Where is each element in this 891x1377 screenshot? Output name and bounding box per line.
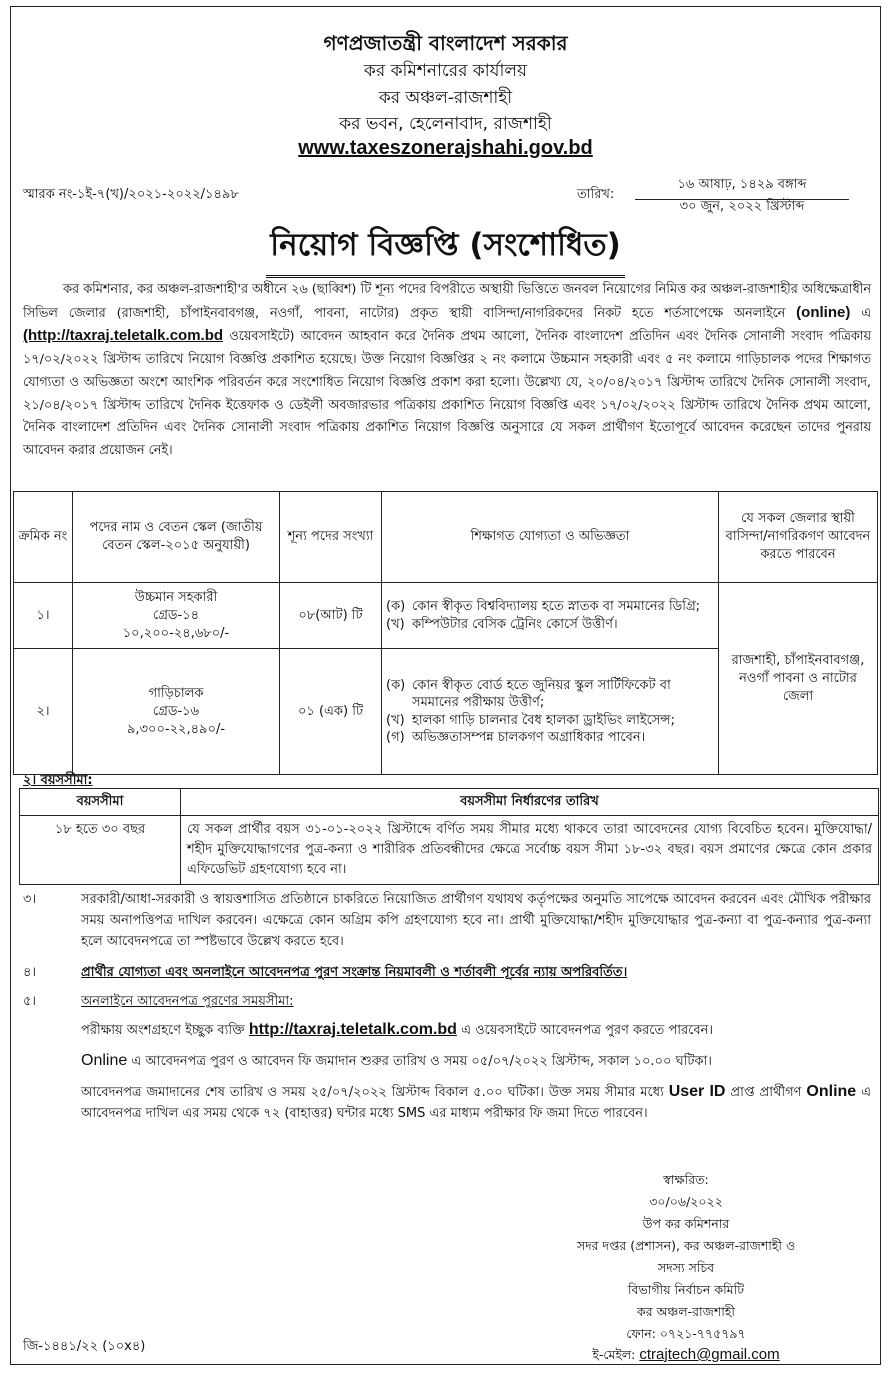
p3-online: Online — [806, 1083, 857, 1100]
age-range: ১৮ হতে ৩০ বছর — [20, 816, 181, 885]
age-table — [19, 788, 879, 885]
date-bangla: ১৬ আষাঢ়, ১৪২৯ বঙ্গাব্দ — [635, 175, 849, 200]
sig-email-line — [521, 1346, 851, 1367]
intro-online: (online) — [796, 303, 851, 321]
intro-text-2: এ — [861, 305, 871, 321]
qual-item: (খ) কম্পিউটার বেসিক ট্রেনিং কোর্সে উত্তীর্ণ। — [386, 616, 618, 632]
memo-number: স্মারক নং-১ই-৭(খ)/২০২১-২০২২/১৪৯৮ — [23, 187, 239, 202]
age-col-range: বয়সসীমা — [20, 789, 181, 816]
sig-email[interactable]: ctrajtech@gmail.com — [639, 1346, 780, 1363]
section-5-para-3 — [81, 1081, 871, 1124]
p3-text-c: এ আবেদনপত্র দাখিল এর সময় থেকে ৭২ (বাহাত্তর) ঘন্টার মধ্যে SMS এর মাধ্যম পরীক্ষার ফি জমা দিতে পারবেন। — [81, 1085, 871, 1121]
row-qualification — [382, 649, 719, 775]
post-name: গাড়িচালক — [148, 685, 204, 701]
sig-phone: ফোন: ০৭২১-৭৭৫৭৯৭ — [626, 1326, 746, 1341]
table-row — [20, 816, 879, 885]
row-post — [73, 583, 280, 649]
age-col-date: বয়সসীমা নির্ধারণের তারিখ — [181, 789, 879, 816]
row-serial: ২। — [14, 649, 73, 775]
col-post: পদের নাম ও বেতন স্কেল (জাতীয় বেতন স্কেল-২০১৫ অনুযায়ী) — [73, 492, 280, 583]
sig-email-label: ই-মেইল: — [592, 1347, 636, 1362]
p2-online: Online — [81, 1052, 128, 1069]
row-post — [73, 649, 280, 775]
intro-paragraph — [23, 279, 871, 463]
zone-name: কর অঞ্চল-রাজশাহী — [378, 88, 513, 108]
row-vacancy: ০১ (এক) টি — [280, 649, 382, 775]
government-name: গণপ্রজাতন্ত্রী বাংলাদেশ সরকার — [323, 31, 568, 55]
post-scale: ৯,৩০০-২২,৪৯০/- — [126, 721, 226, 737]
sig-office: সদর দপ্তর (প্রশাসন), কর অঞ্চল-রাজশাহী ও — [576, 1238, 796, 1253]
post-table — [13, 491, 878, 775]
section-4 — [23, 962, 871, 984]
section-5 — [23, 991, 871, 1013]
p1-text-b: এ ওয়েবসাইটে আবেদনপত্র পুরণ করতে পারবেন। — [461, 1023, 714, 1038]
p3-userid: User ID — [668, 1083, 726, 1100]
footer-code: জি-১৪৪১/২২ (১০x৪) — [23, 1339, 146, 1354]
section-5-title: অনলাইনে আবেদনপত্র পুরণের সময়সীমা: — [81, 994, 294, 1009]
intro-text-3: ওয়েবসাইটে) আবেদন আহবান করে দৈনিক প্রথম আলো, দৈনিক বাংলাদেশ প্রতিদিন এবং দৈনিক সোনালী সংবাদ পত্রিকায় ১৭/০২/২০২২ খ্রিস্টাব্দ তারিখে নিয়োগ বিজ্ঞপ্তি প্রকাশিত হয়েছে। উক্ত নিয়োগ বিজ্ঞপ্তির ২ নং কলামে উচ্চমান সহকারী এবং ৫ নং কলামে গাড়িচালক পদের শিক্ষাগত যোগ্যতা ও অভিজ্ঞতা অংশে আংশিক পরিবর্তন করে সংশোধিত নিয়োগ বিজ্ঞপ্তি প্রকাশ করা হলো। উল্লেখ্য যে, ২০/০৪/২০১৭ খ্রিস্টাব্দ তারিখে দৈনিক সোনালী সংবাদ, ২১/০৪/২০১৭ খ্রিস্টাব্দ তারিখে দৈনিক ইত্তেফাক ও ডেইলী অবজারভার পত্রিকায় প্রকাশিত নিয়োগ বিজ্ঞপ্তি এবং ১৭/০২/২০২২ খ্রিস্টাব্দ তারিখে দৈনিক প্রথম আলো, দৈনিক বাংলাদেশ প্রতিদিন এবং দৈনিক সোনালী সংবাদ পত্রিকায় প্রকাশিত নিয়োগ বিজ্ঞপ্তি অনুসারে যে সকল প্রার্থীগণ ইতোপূর্বে আবেদন করেছেন তাদের পুনরায় আবেদন করার প্রয়োজন নেই। — [23, 329, 871, 458]
p3-text-a: আবেদনপত্র জমাদানের শেষ তারিখ ও সময় ২৫/০৭/২০২২ খ্রিস্টাব্দ বিকাল ৫.০০ ঘটিকা। উক্ত সময় সীমার মধ্যে — [81, 1085, 664, 1100]
section-3-text: সরকারী/আধা-সরকারী ও স্বায়ত্তশাসিত প্রতিষ্ঠানে চাকরিতে নিয়োজিত প্রার্থীগণ যথাযথ কর্তৃপক্ষের অনুমতি সাপেক্ষে আবেদন করবেন এবং মৌখিক পরীক্ষার সময় অনাপত্তিপত্র দাখিল করবেন। এক্ষেত্রে কোন অগ্রিম কপি গ্রহণযোগ্য হবে না। প্রার্থী মুক্তিযোদ্ধা/শহীদ মুক্তিযোদ্ধার পুত্র-কন্যা বা পুত্র-কন্যার পুত্র-কন্যা হলে আবেদনপত্রে তা স্পষ্টভাবে উল্লেখ করতে হবে। — [81, 892, 871, 949]
p3-text-b: প্রাপ্ত প্রার্থীগণ — [730, 1085, 802, 1100]
sig-designation: উপ কর কমিশনার — [642, 1216, 730, 1231]
section-3-num: ৩। — [23, 892, 37, 907]
section-4-text: প্রার্থীর যোগ্যতা এবং অনলাইনে আবেদনপত্র পুরণ সংক্রান্ত নিয়মাবলী ও শর্তাবলী পূর্বের ন্যায় অপরিবর্তিত। — [81, 965, 628, 980]
sig-committee: বিভাগীয় নির্বাচন কমিটি — [627, 1282, 745, 1297]
col-qualification: শিক্ষাগত যোগ্যতা ও অভিজ্ঞতা — [382, 492, 719, 583]
section-3 — [23, 889, 871, 955]
col-district: যে সকল জেলার স্থায়ী বাসিন্দা/নাগরিকগণ আবেদন করতে পারবেন — [719, 492, 878, 583]
office-address: কর ভবন, হেলেনাবাদ, রাজশাহী — [339, 114, 552, 134]
age-section-title: ২। বয়সসীমা: — [23, 773, 93, 788]
intro-text-1: কর কমিশনার, কর অঞ্চল-রাজশাহী'র অধীনে ২৬ (ছাব্বিশ) টি শূন্য পদের বিপরীতে অস্থায়ী ভিত্তিতে জনবল নিয়োগের নিমিত্ত কর অঞ্চল-রাজশাহীর অধিক্ষেত্রাধীন সিভিল জেলার (রাজশাহী, চাঁপাইনবাবগঞ্জ, নওগাঁ, পাবনা, নাটোর) প্রকৃত স্থায়ী বাসিন্দা/নাগরিকদের নিকট হতে শর্তসাপেক্ষে অনলাইনে — [23, 282, 871, 321]
row-qualification — [382, 583, 719, 649]
post-grade: গ্রেড-১৬ — [152, 703, 200, 719]
col-serial: ক্রমিক নং — [14, 492, 73, 583]
post-scale: ১০,২০০-২৪,৬৮০/- — [122, 625, 230, 641]
section-5-num: ৫। — [23, 994, 37, 1009]
notice-title: নিয়োগ বিজ্ঞপ্তি (সংশোধিত) — [266, 221, 625, 278]
sig-member: সদস্য সচিব — [657, 1260, 715, 1275]
qual-item: (ক) কোন স্বীকৃত বিশ্ববিদ্যালয় হতে স্নাতক বা সমমানের ডিগ্রি; — [386, 599, 701, 614]
post-grade: গ্রেড-১৪ — [152, 607, 200, 623]
section-4-num: ৪। — [23, 965, 37, 980]
office-name: কর কমিশনারের কার্যালয় — [363, 61, 528, 81]
post-table-header — [14, 492, 878, 583]
qual-item: (খ) হালকা গাড়ি চালনার বৈধ হালকা ড্রাইভিং লাইসেন্স; — [386, 712, 676, 728]
age-details: যে সকল প্রার্থীর বয়স ৩১-০১-২০২২ খ্রিস্টাব্দে বর্ণিত সময় সীমার মধ্যে থাকবে তারা আবেদনের যোগ্য বিবেচিত হবেন। মুক্তিযোদ্ধা/শহীদ মুক্তিযোদ্ধাগণের পুত্র-কন্যা ও শারীরিক প্রতিবন্ধীদের ক্ষেত্রে সর্বোচ্চ বয়স সীমা ১৮-৩২ বছর। বয়স প্রমাণের ক্ষেত্রে কোন প্রকার এফিডেভিট গ্রহণযোগ্য হবে না। — [181, 816, 879, 885]
age-table-header — [20, 789, 879, 816]
notice-title-wrap — [11, 221, 880, 278]
p1-text-a: পরীক্ষায় অংশগ্রহণে ইচ্ছুক ব্যক্তি — [81, 1023, 245, 1038]
date-label: তারিখ: — [577, 187, 615, 202]
sig-zone: কর অঞ্চল-রাজশাহী — [636, 1304, 736, 1319]
table-row — [14, 583, 878, 649]
date-english: ৩০ জুন, ২০২২ খ্রিস্টাব্দ — [679, 199, 805, 214]
website-link[interactable]: www.taxeszonerajshahi.gov.bd — [298, 137, 593, 159]
col-vacancy: শূন্য পদের সংখ্যা — [280, 492, 382, 583]
section-5-para-1 — [81, 1019, 871, 1041]
intro-url[interactable]: (http://taxraj.teletalk.com.bd — [23, 327, 224, 345]
sig-date: ৩০/০৬/২০২২ — [649, 1194, 723, 1209]
post-name: উচ্চমান সহকারী — [134, 589, 218, 605]
notice-page — [10, 6, 881, 1365]
row-district: রাজশাহী, চাঁপাইনবাবগঞ্জ, নওগাঁ পাবনা ও নাটোর জেলা — [719, 583, 878, 775]
row-serial: ১। — [14, 583, 73, 649]
qual-item: (ক) কোন স্বীকৃত বোর্ড হতে জুনিয়র স্কুল সার্টিফিকেট বা সমমানের পরীক্ষায় উত্তীর্ণ; — [386, 677, 671, 710]
sig-signed: স্বাক্ষরিত: — [663, 1172, 709, 1187]
p2-text: এ আবেদনপত্র পুরণ ও আবেদন ফি জমাদান শুরুর তারিখ ও সময় ০৫/০৭/২০২২ খ্রিস্টাব্দ, সকাল ১০.০০ ঘটিকা। — [131, 1054, 712, 1069]
section-5-para-2 — [81, 1050, 871, 1072]
p1-url[interactable]: http://taxraj.teletalk.com.bd — [248, 1021, 457, 1038]
row-vacancy: ০৮(আট) টি — [280, 583, 382, 649]
qual-item: (গ) অভিজ্ঞতাসম্পন্ন চালকগণ অগ্রাধিকার পাবেন। — [386, 730, 646, 745]
